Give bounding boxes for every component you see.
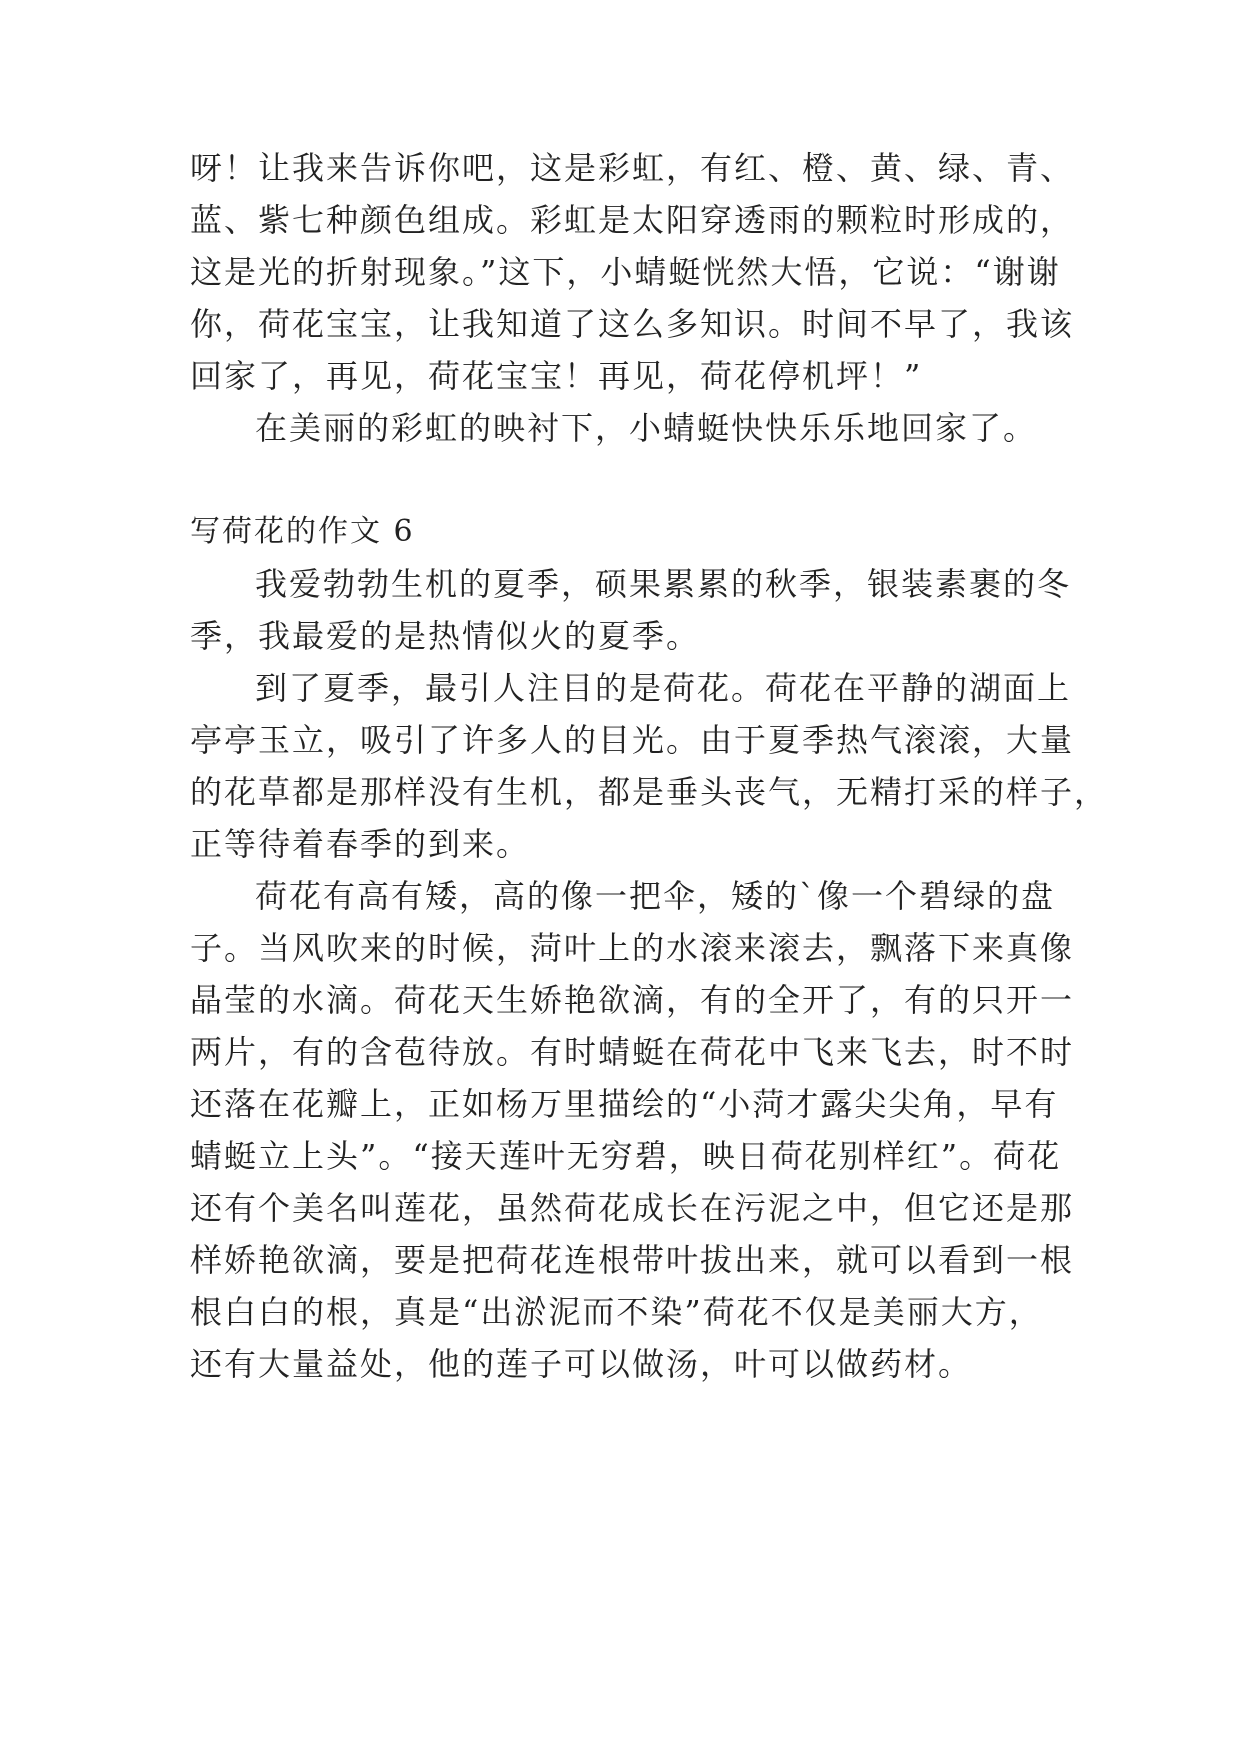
text-line: 回家了，再见，荷花宝宝！再见，荷花停机坪！” [190,357,923,395]
text-line: 亭亭玉立，吸引了许多人的目光。由于夏季热气滚滚，大量 [190,721,1075,759]
text-line: 还落在花瓣上，正如杨万里描绘的“小菏才露尖尖角，早有 [190,1085,1059,1123]
text-line: 呀！让我来告诉你吧，这是彩虹，有红、橙、黄、绿、青、 [190,149,1075,187]
text-line: 还有个美名叫莲花，虽然荷花成长在污泥之中，但它还是那 [190,1189,1075,1227]
text-line: 季，我最爱的是热情似火的夏季。 [190,617,701,655]
text-line: 荷花有高有矮，高的像一把伞，矮的`像一个碧绿的盘 [255,877,1056,915]
text-line: 晶莹的水滴。荷花天生娇艳欲滴，有的全开了，有的只开一 [190,981,1075,1019]
text-line: 还有大量益处，他的莲子可以做汤，叶可以做药材。 [190,1345,973,1383]
text-line: 的花草都是那样没有生机，都是垂头丧气，无精打采的样子， [190,773,1109,811]
text-line: 根白白的根，真是“出淤泥而不染”荷花不仅是美丽大方， [190,1293,1043,1331]
text-line: 样娇艳欲滴，要是把荷花连根带叶拔出来，就可以看到一根 [190,1241,1075,1279]
text-line: 你，荷花宝宝，让我知道了这么多知识。时间不早了，我该 [190,305,1075,343]
text-line: 两片，有的含苞待放。有时蜻蜓在荷花中飞来飞去，时不时 [190,1033,1075,1071]
essay-title: 写荷花的作文 6 [190,514,415,549]
text-line: 蓝、紫七种颜色组成。彩虹是太阳穿透雨的颗粒时形成的， [190,201,1075,239]
text-line: 我爱勃勃生机的夏季，硕果累累的秋季，银装素裹的冬 [255,565,1072,603]
text-line: 在美丽的彩虹的映衬下，小蜻蜓快快乐乐地回家了。 [255,409,1038,447]
text-line: 正等待着春季的到来。 [190,825,531,863]
text-line: 到了夏季，最引人注目的是荷花。荷花在平静的湖面上 [255,669,1072,707]
text-line: 子。当风吹来的时候，菏叶上的水滚来滚去，飘落下来真像 [190,929,1075,967]
text-line: 这是光的折射现象。”这下，小蜻蜓恍然大悟，它说：“谢谢 [190,253,1061,291]
text-line: 蜻蜓立上头”。“接天莲叶无穷碧，映日荷花别样红”。荷花 [190,1137,1062,1175]
